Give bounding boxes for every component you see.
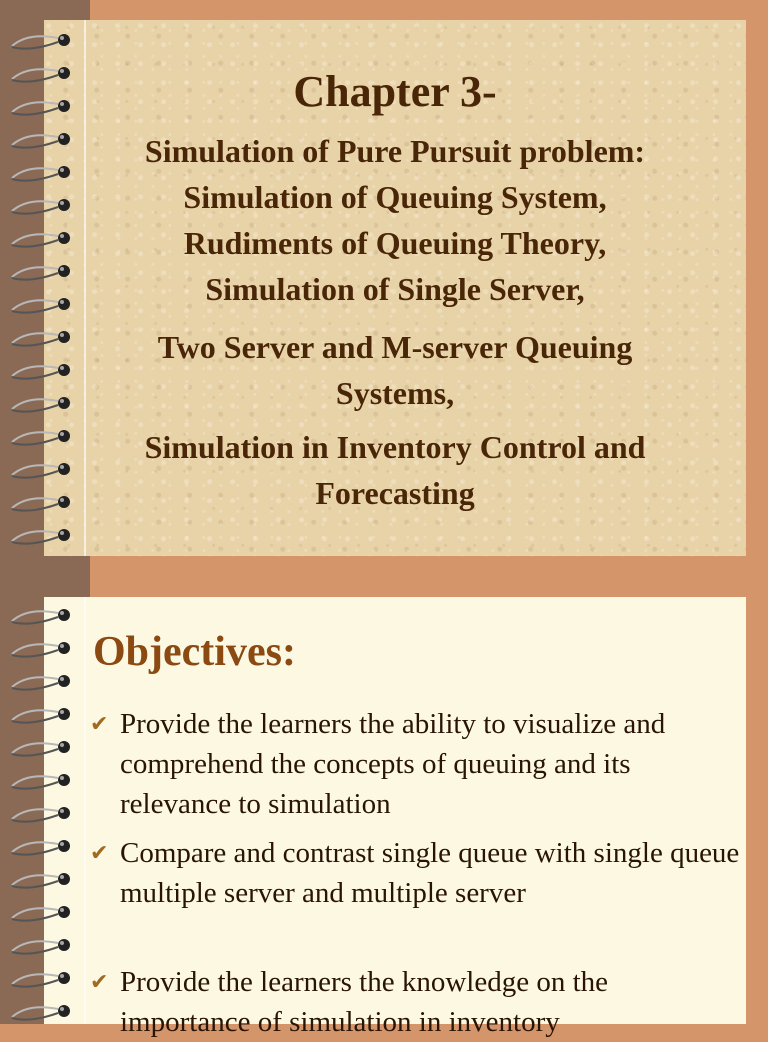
spiral-ring-icon bbox=[8, 1001, 78, 1023]
objectives-heading: Objectives: bbox=[93, 629, 296, 675]
spiral-ring-icon bbox=[8, 770, 78, 792]
checkmark-icon: ✔ bbox=[90, 840, 109, 865]
topic-line: Simulation of Queuing System, bbox=[183, 179, 607, 215]
spiral-ring-icon bbox=[8, 935, 78, 957]
objective-item bbox=[90, 704, 740, 824]
spiral-ring-icon bbox=[8, 605, 78, 627]
spiral-ring-icon bbox=[8, 671, 78, 693]
objective-text: Provide the learners the knowledge on the importance of simulation in inventory bbox=[120, 966, 609, 1038]
spiral-ring-icon bbox=[8, 836, 78, 858]
topic-line: Simulation in Inventory Control and bbox=[144, 429, 646, 465]
topic-line: Simulation of Pure Pursuit problem: bbox=[144, 133, 646, 169]
checkmark-icon: ✔ bbox=[90, 711, 109, 736]
topic-line: Rudiments of Queuing Theory, bbox=[183, 225, 607, 261]
objective-item bbox=[90, 962, 740, 1042]
spiral-ring-icon bbox=[8, 803, 78, 825]
spiral-ring-icon bbox=[8, 737, 78, 759]
objective-text: Compare and contrast single queue with single queue multiple server and multiple server bbox=[120, 837, 740, 909]
topic-line: Forecasting bbox=[315, 475, 475, 511]
chapter-topics bbox=[44, 128, 746, 312]
topic-paragraph-2 bbox=[44, 324, 746, 416]
spiral-ring-icon bbox=[8, 638, 78, 660]
slide-2-spine bbox=[84, 597, 86, 1024]
spiral-ring-icon bbox=[8, 968, 78, 990]
topic-paragraph-3 bbox=[44, 424, 746, 516]
spiral-ring-icon bbox=[8, 704, 78, 726]
objective-item bbox=[90, 833, 740, 913]
topic-line: Simulation of Single Server, bbox=[205, 271, 585, 307]
spiral-ring-icon bbox=[8, 30, 78, 52]
spiral-ring-icon bbox=[8, 869, 78, 891]
chapter-title: Chapter 3- bbox=[293, 67, 497, 116]
topic-line: Systems, bbox=[335, 375, 455, 411]
checkmark-icon: ✔ bbox=[90, 969, 109, 994]
spiral-ring-icon bbox=[8, 902, 78, 924]
spiral-ring-icon bbox=[8, 525, 78, 547]
objective-text: Provide the learners the ability to visualize and comprehend the concepts of queuing and its relevance to simulation bbox=[120, 708, 666, 820]
topic-line: Two Server and M-server Queuing bbox=[157, 329, 633, 365]
